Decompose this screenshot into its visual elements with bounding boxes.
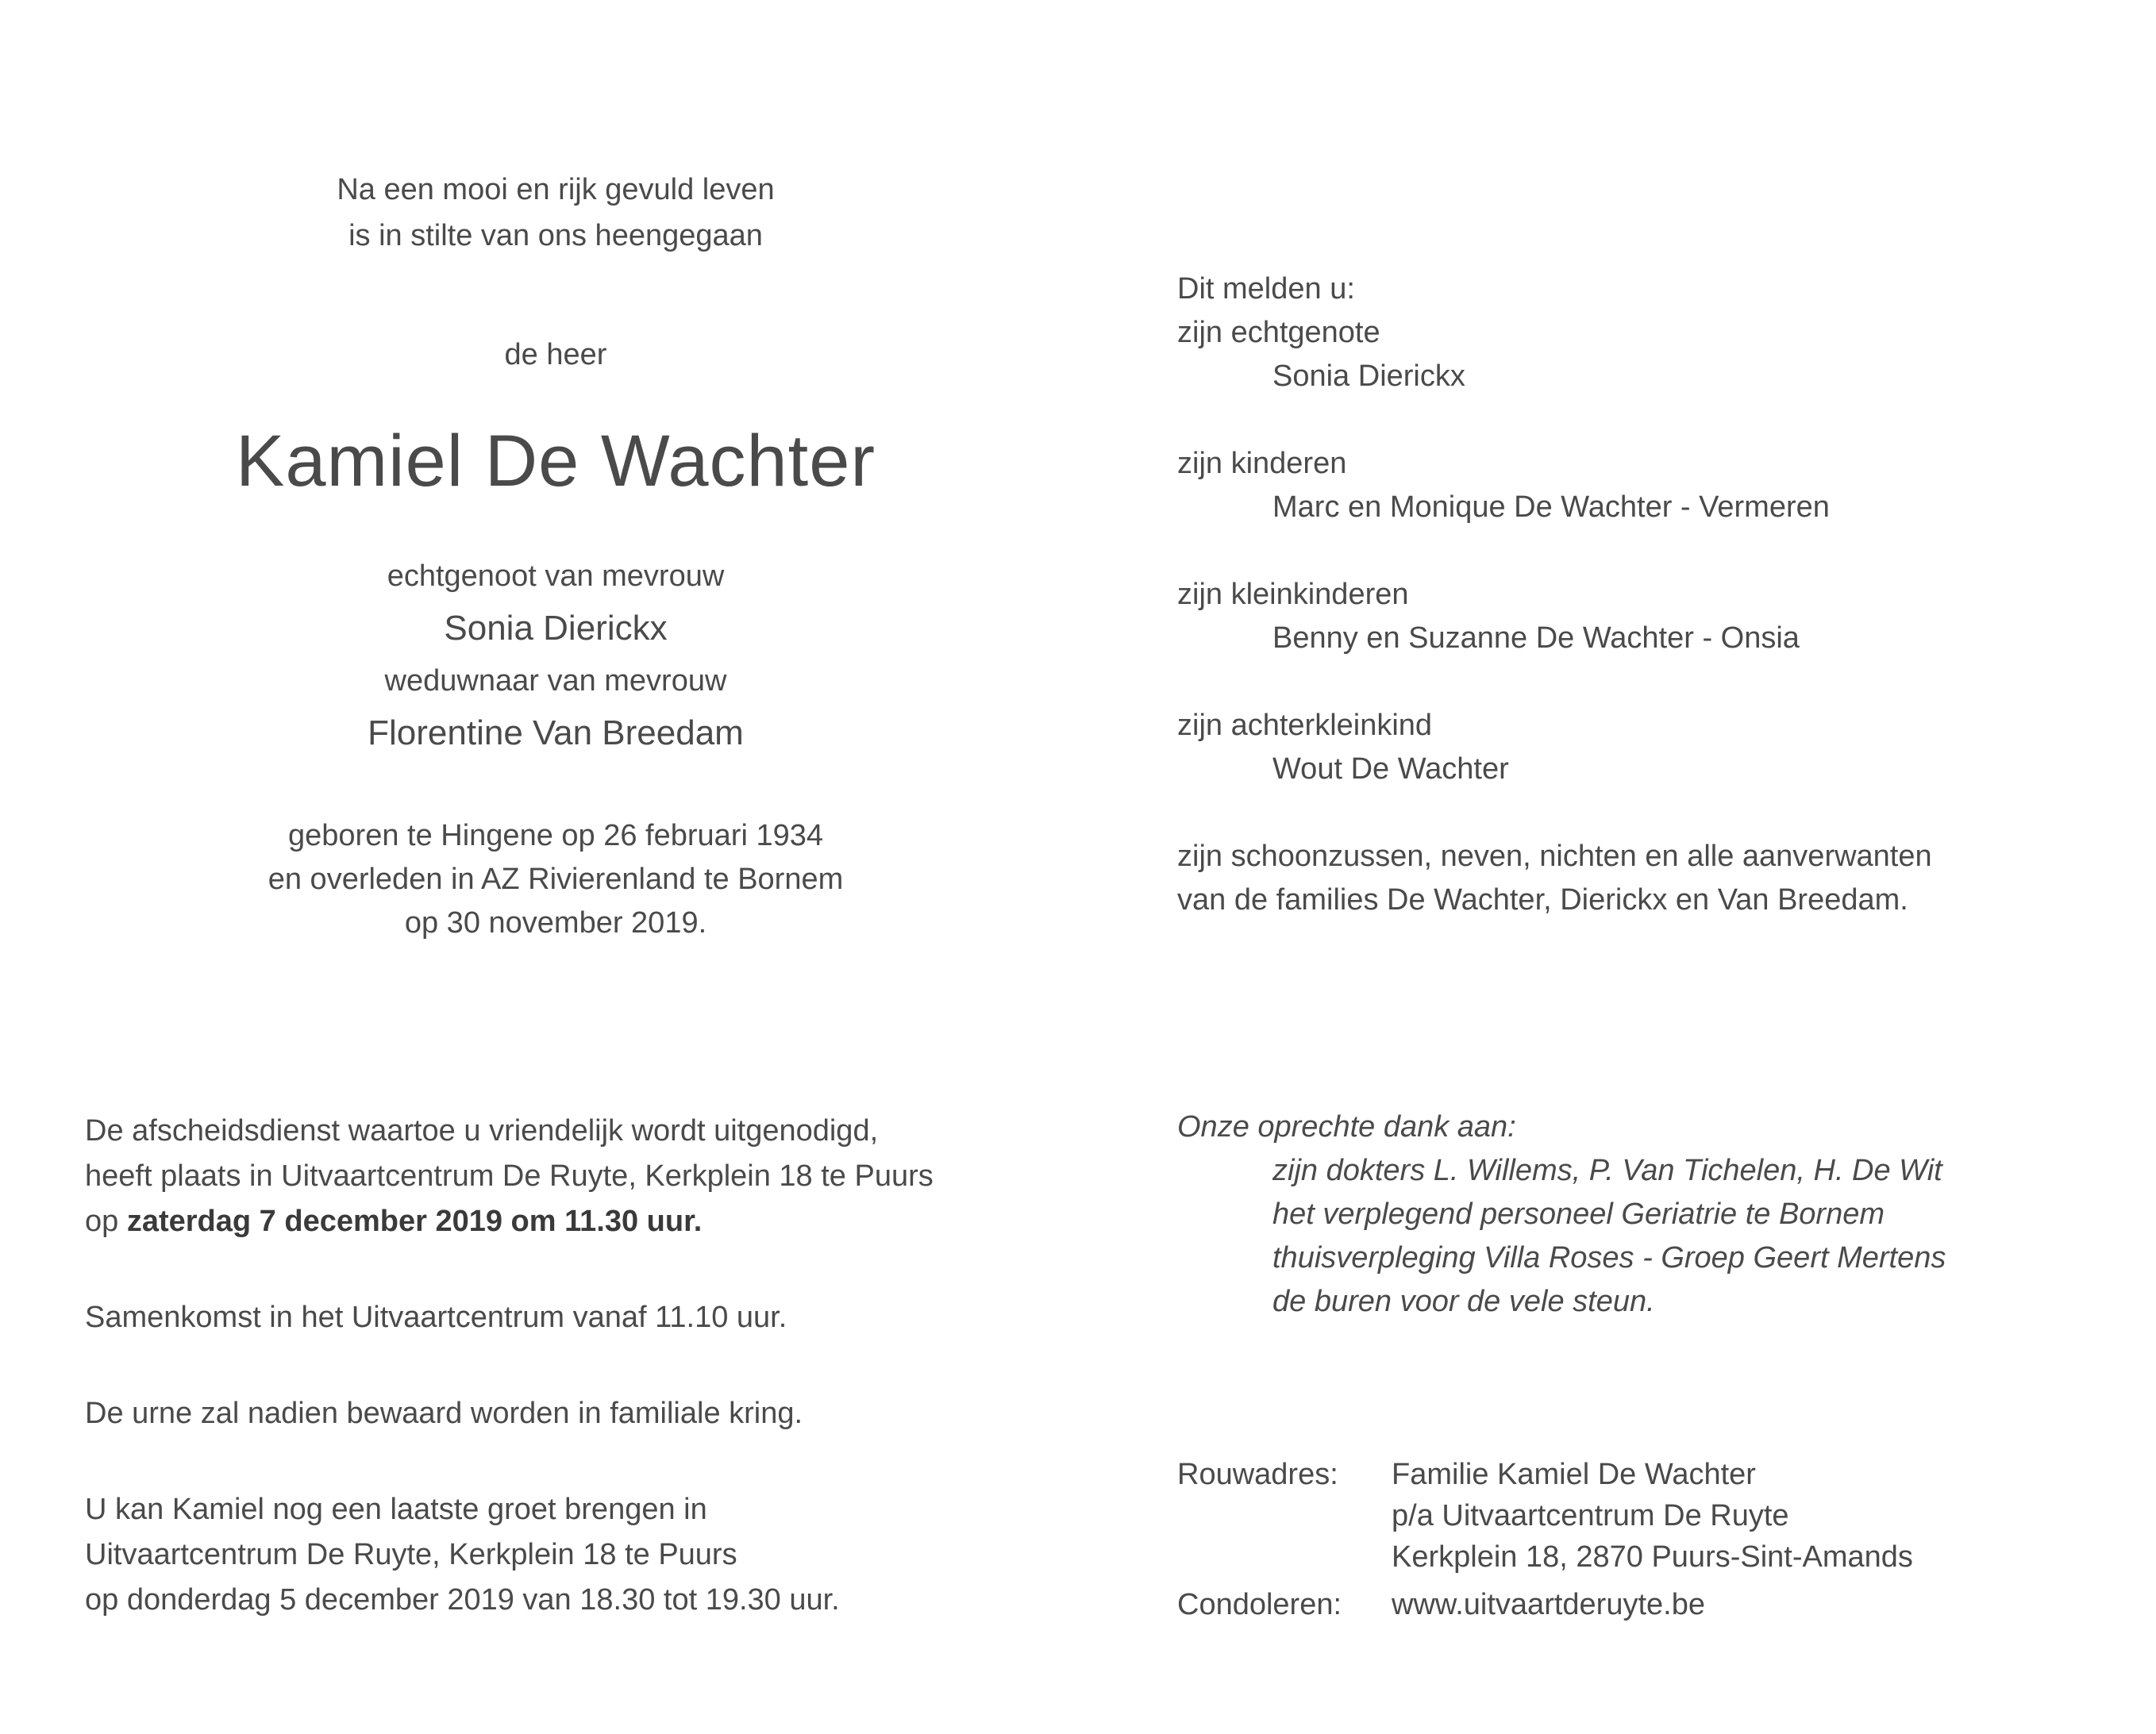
service-line-2: heeft plaats in Uitvaartcentrum De Ruyte, Kerkplein 18 te Puurs	[85, 1159, 934, 1193]
spouse-name-1: Sonia Dierickx	[444, 609, 668, 648]
family-group-label: zijn achterkleinkind	[1177, 709, 1433, 742]
family-section	[1177, 267, 2114, 922]
family-group-grandchildren	[1177, 573, 2114, 660]
gathering-text	[85, 1295, 1077, 1340]
urn-text	[85, 1391, 1077, 1436]
relatives-line-2: van de families De Wachter, Dierickx en Van Breedam.	[1177, 883, 1908, 917]
family-group-great-grandchild	[1177, 704, 2114, 791]
thanks-heading: Onze oprechte dank aan:	[1177, 1110, 1516, 1144]
announcement-section	[0, 167, 1111, 945]
family-group-names: Sonia Dierickx	[1272, 359, 1465, 393]
intro-text	[0, 167, 1111, 259]
service-date: zaterdag 7 december 2019 om 11.30 uur.	[126, 1205, 703, 1238]
family-group-label: zijn kinderen	[1177, 447, 1347, 480]
spouse-relation-1: echtgenoot van mevrouw	[387, 559, 725, 593]
condolence-website-link[interactable]: www.uitvaartderuyte.be	[1392, 1588, 1705, 1621]
service-line-3	[85, 1199, 1077, 1244]
address-lines	[1392, 1454, 1913, 1578]
family-group-label: zijn echtgenote	[1177, 316, 1380, 349]
address-line-3: Kerkplein 18, 2870 Puurs-Sint-Amands	[1392, 1540, 1913, 1574]
gathering-line: Samenkomst in het Uitvaartcentrum vanaf 11.10 uur.	[85, 1301, 787, 1334]
family-group-children	[1177, 442, 2114, 529]
visitation-text	[85, 1487, 1077, 1623]
urn-line: De urne zal nadien bewaard worden in familiale kring.	[85, 1397, 803, 1430]
service-invitation	[85, 1109, 1077, 1244]
relatives-line-1: zijn schoonzussen, neven, nichten en alle aanverwanten	[1177, 840, 1932, 873]
service-date-prefix: op	[85, 1205, 119, 1238]
birth-line: geboren te Hingene op 26 februari 1934	[288, 819, 823, 852]
death-date-line: op 30 november 2019.	[404, 906, 707, 940]
thanks-item: de buren voor de vele steun.	[1272, 1285, 1655, 1318]
thanks-item: thuisverpleging Villa Roses - Groep Geert Mertens	[1272, 1241, 1946, 1275]
thanks-section	[1177, 1105, 2114, 1324]
intro-line-1: Na een mooi en rijk gevuld leven	[337, 173, 775, 206]
service-line-1: De afscheidsdienst waartoe u vriendelijk wordt uitgenodigd,	[85, 1114, 879, 1148]
thanks-item: zijn dokters L. Willems, P. Van Tichelen, H. De Wit	[1272, 1154, 1942, 1187]
life-dates	[0, 814, 1111, 945]
family-group-label: zijn kleinkinderen	[1177, 578, 1409, 611]
condolence-row	[1177, 1584, 2114, 1625]
relatives-text	[1177, 835, 2114, 922]
spouse-relation-2: weduwnaar van mevrouw	[384, 664, 727, 698]
family-group-names: Wout De Wachter	[1272, 752, 1509, 786]
deceased-name: Kamiel De Wachter	[235, 421, 876, 502]
service-section	[85, 1109, 1077, 1674]
visit-line-1: U kan Kamiel nog een laatste groet brengen in	[85, 1493, 707, 1526]
family-group-names: Benny en Suzanne De Wachter - Onsia	[1272, 621, 1800, 655]
visit-line-3: op donderdag 5 december 2019 van 18.30 tot 19.30 uur.	[85, 1583, 840, 1617]
address-line-2: p/a Uitvaartcentrum De Ruyte	[1392, 1499, 1789, 1532]
family-announce: Dit melden u:	[1177, 272, 1355, 306]
title-prefix: de heer	[504, 338, 607, 371]
address-line-1: Familie Kamiel De Wachter	[1392, 1458, 1756, 1491]
family-group-spouse	[1177, 311, 2114, 398]
spouse-info	[0, 552, 1111, 762]
intro-line-2: is in stilte van ons heengegaan	[348, 219, 763, 252]
family-group-names: Marc en Monique De Wachter - Vermeren	[1272, 490, 1830, 524]
visit-line-2: Uitvaartcentrum De Ruyte, Kerkplein 18 te Puurs	[85, 1538, 737, 1571]
mourning-address-section	[1177, 1454, 2114, 1625]
death-line: en overleden in AZ Rivierenland te Bornem	[268, 863, 844, 896]
spouse-name-2: Florentine Van Breedam	[368, 713, 744, 752]
address-label: Rouwadres:	[1177, 1458, 1338, 1491]
condolence-label: Condoleren:	[1177, 1588, 1342, 1621]
thanks-item: het verplegend personeel Geriatrie te Bornem	[1272, 1198, 1885, 1231]
mourning-address	[1177, 1454, 2114, 1578]
